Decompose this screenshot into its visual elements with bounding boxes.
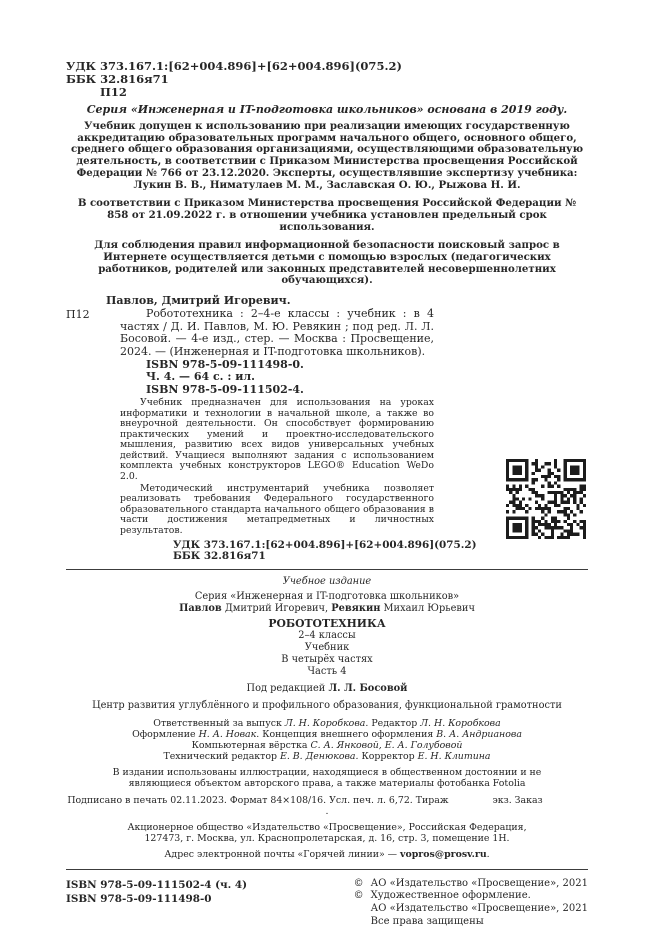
copyright-block [354, 878, 588, 928]
footer-isbn-series: ISBN 978-5-09-111498-0 [66, 893, 212, 906]
bbk-line: ББК 32.816я71 [66, 72, 169, 86]
staff-line-2 [66, 729, 588, 740]
copyright-line-1 [354, 878, 588, 891]
edition-kind: Учебное издание [282, 575, 372, 587]
center-line: Центр развития углублённого и профильного образования, функциональной грамотности [92, 699, 562, 711]
staff2-role2: Концепция внешнего оформления [259, 728, 437, 740]
staff4-name1: Е. В. Денюкова. [279, 750, 359, 762]
rights-reserved-line: Все права защищены [370, 915, 484, 927]
footer-block [66, 878, 588, 928]
author1-rest: Дмитрий Игоревич, [221, 602, 332, 614]
author1-surname: Павлов [179, 602, 222, 614]
type-line: Учебник [304, 641, 350, 653]
footer-isbn-part: ISBN 978-5-09-111502-4 (ч. 4) [66, 878, 248, 891]
hotline-label: Адрес электронной почты «Горячей линии» — [164, 848, 401, 860]
copyright-design-line: Художественное оформление. [370, 890, 531, 902]
classification-block [66, 60, 588, 99]
book-title: РОБОТОТЕХНИКА [268, 616, 386, 630]
author2-rest: Михаил Юрьевич [380, 602, 475, 614]
qr-code [506, 459, 586, 539]
bib-author-sign: П12 [66, 308, 90, 322]
grades-line: 2–4 классы [298, 629, 356, 641]
hotline-tail: . [486, 848, 490, 860]
staff1-name1: Л. Н. Коробкова. [284, 717, 369, 729]
author-heading: Павлов, Дмитрий Игоревич. [106, 294, 291, 308]
staff2-name2: В. А. Андрианова [436, 728, 522, 740]
staff4-role1: Технический редактор [163, 750, 280, 762]
approval-note: Учебник допущен к использованию при реализации имеющих государственную аккредитацию образовательных программ начального общего, основного общего, среднего общего образования организациями, осуществляющими образовательную деятельность, в соответствии с Приказом Министерства просвещения Российской Федерации № 766 от 23.12.2020. Эксперты, осуществлявшие экспертизу учебника: Лукин В. В., Ниматулаев М. М., Заславская О. Ю., Рыжова Н. И. [70, 120, 584, 191]
author-sign: П12 [100, 85, 127, 99]
copyright-line-2 [354, 890, 588, 928]
series-note: Серия «Инженерная и IT-подготовка школьников» основана в 2019 году. [86, 103, 568, 116]
print-info-period: . [325, 805, 329, 817]
hotline-email-link[interactable]: vopros@prosv.ru [400, 848, 487, 860]
staff4-name2: Е. Н. Клитина [417, 750, 491, 762]
author2-surname: Ревякин [331, 602, 381, 614]
bib-description: Робототехника : 2–4-е классы : учебник : в 4 частях / Д. И. Павлов, М. Ю. Ревякин ; под ред. Л. Л. Босовой. — 4-е изд., стер. — Москва : Просвещение, 2024. — (Инженерная и IT-подготовка школьников). [120, 307, 434, 358]
print-info-main: Подписано в печать 02.11.2023. Формат 84×108/16. Усл. печ. л. 6,72. Тираж [67, 794, 449, 806]
publisher-address: Акционерное общество «Издательство «Просвещение», Российская Федерация, 127473, г. Москва, ул. Краснопролетарская, д. 16, стр. 3, помещение 1Н. [127, 821, 527, 844]
copyright-publisher-line: АО «Издательство «Просвещение», 2021 [370, 903, 588, 914]
annotation-paragraph-2: Методический инструментарий учебника позволяет реализовать требования Федерального государственного образовательного стандарта начального общего образования в части достижения метапредметных и личностных результатов. [120, 482, 434, 537]
edited-by-name: Л. Л. Босовой [328, 682, 408, 694]
staff-line-3 [66, 740, 588, 751]
staff2-name1: Н. А. Новак. [198, 728, 260, 740]
term-note: В соответствии с Приказом Министерства просвещения Российской Федерации № 858 от 21.09.2022 г. в отношении учебника установлен предельный срок использования. [77, 197, 577, 233]
imprint-series: Серия «Инженерная и IT-подготовка школьников» [194, 590, 460, 602]
print-info-order: экз. Заказ [492, 794, 543, 806]
parts-line: В четырёх частях [281, 653, 373, 665]
staff1-name2: Л. Н. Коробкова [420, 717, 501, 729]
safety-note: Для соблюдения правил информационной безопасности поисковый запрос в Интернете осуществляется детьми с помощью взрослых (педагогических работников, родителей или законных представителей несовершеннолетних обучающихся). [94, 239, 560, 287]
staff1-role2: Редактор [368, 717, 421, 729]
annotation-paragraph-1: Учебник предназначен для использования на уроках информатики и технологии в начальной школе, а также во внеурочной деятельности. Он способствует формированию практических умений и проектно-исследовательского мышления, развитию всех видов универсальных учебных действий. Учащиеся выполняют задания с использованием комплекта учебных конструкторов LEGO® Education WeDo 2.0. [120, 396, 434, 483]
volume-info-line: Ч. 4. — 64 с. : ил. [146, 370, 255, 384]
udk-line: УДК 373.167.1:[62+004.896]+[62+004.896](075.2) [66, 59, 402, 73]
copyright-icon: © [353, 890, 364, 902]
bib-main-column [120, 308, 434, 536]
isbn-series-line: ISBN 978-5-09-111498-0. [146, 357, 304, 371]
divider-top [66, 569, 588, 570]
copyright-text-2 [371, 890, 588, 928]
staff-line-4 [66, 751, 588, 762]
copyright-icon: © [353, 877, 364, 889]
qr-code-pattern [506, 459, 586, 539]
footer-isbn-block [66, 878, 247, 928]
hotline-line [66, 849, 588, 860]
bbk-footer-line: ББК 32.816я71 [173, 550, 266, 563]
isbn-part-line: ISBN 978-5-09-111502-4. [146, 383, 304, 397]
part-line: Часть 4 [307, 665, 347, 677]
staff2-role1: Оформление [132, 728, 199, 740]
print-info-line [66, 795, 588, 817]
classification-footer [173, 540, 588, 563]
imprint-authors [66, 603, 588, 615]
divider-bottom [66, 869, 588, 870]
staff1-role1: Ответственный за выпуск [153, 717, 285, 729]
staff3-role1: Компьютерная вёрстка [191, 739, 311, 751]
illustrations-note: В издании использованы иллюстрации, находящиеся в общественном достоянии и не являющиеся объектом авторского права, а также материалы фотобанка Fotolia [112, 766, 542, 789]
staff-line-1 [66, 718, 588, 729]
udk-footer-line: УДК 373.167.1:[62+004.896]+[62+004.896](075.2) [173, 538, 477, 551]
imprint-block [66, 576, 588, 860]
copyright-text-1: АО «Издательство «Просвещение», 2021 [370, 877, 588, 889]
staff3-name1: С. А. Янковой, Е. А. Голубовой [310, 739, 463, 751]
edited-by-line [66, 683, 588, 695]
edited-by-label: Под редакцией [246, 682, 329, 694]
staff4-role2: Корректор [358, 750, 418, 762]
